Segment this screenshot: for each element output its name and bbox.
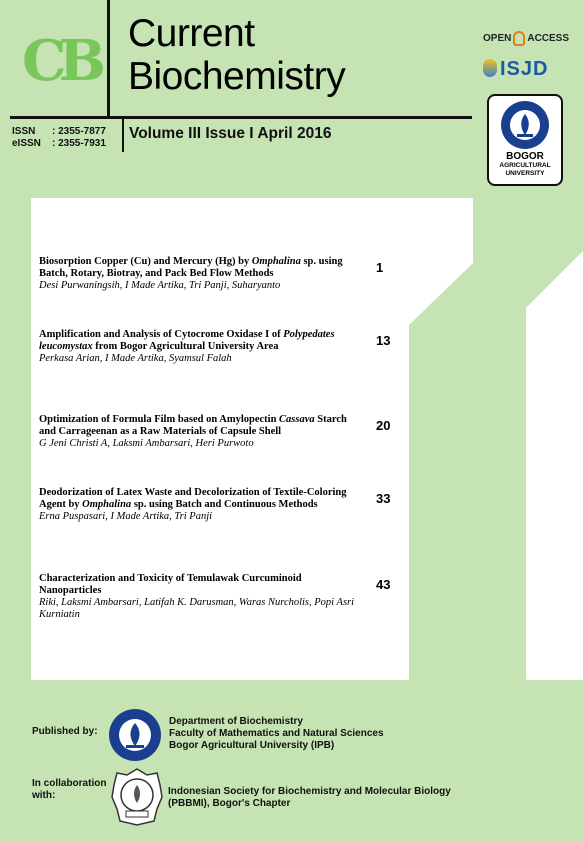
journal-title (128, 12, 345, 98)
publisher (169, 716, 384, 752)
article-4[interactable] (39, 487, 359, 523)
partner (168, 786, 451, 810)
article-page-5: 43 (376, 577, 391, 592)
eissn-label: eISSN (12, 138, 41, 149)
article-3[interactable] (39, 414, 359, 450)
open-access-badge (483, 31, 569, 46)
university-name-line3: UNIVERSITY (505, 170, 545, 177)
published-by-label: Published by: (32, 726, 98, 737)
ipb-seal-icon (500, 100, 550, 150)
isjd-label: ISJD (500, 58, 549, 80)
eissn (12, 138, 106, 150)
collaboration-label (32, 778, 106, 802)
article-title: Optimization of Formula Film based on Amylopectin Cassava Starch and Carrageenan as a Raw Materials of Capsule Shell (39, 414, 347, 437)
publisher-line2: Faculty of Mathematics and Natural Sciences (169, 728, 384, 739)
article-authors: Erna Puspasari, I Made Artika, Tri Panji (39, 511, 213, 522)
article-page-4: 33 (376, 491, 391, 506)
university-badge (487, 94, 563, 186)
article-page-3: 20 (376, 418, 391, 433)
article-title: Deodorization of Latex Waste and Decolorization of Textile-Coloring Agent by Omphalina sp. using Batch and Continuous Methods (39, 487, 347, 510)
partner-line2: (PBBMI), Bogor's Chapter (168, 798, 291, 809)
collaboration-line2: with: (32, 790, 56, 801)
article-1[interactable] (39, 256, 359, 292)
article-authors: G Jeni Christi A, Laksmi Ambarsari, Heri Purwoto (39, 438, 254, 449)
article-5[interactable] (39, 573, 359, 621)
volume-issue: Volume III Issue I April 2016 (129, 125, 332, 142)
header-divider-vertical (107, 0, 110, 118)
issn-value: : 2355-7877 (52, 126, 106, 137)
university-name-line2: AGRICULTURAL (499, 162, 551, 169)
article-title: Characterization and Toxicity of Temulawak Curcuminoid Nanoparticles (39, 573, 302, 596)
volume-divider (122, 118, 124, 152)
isjd-badge (483, 58, 548, 81)
journal-title-line2: Biochemistry (128, 55, 346, 98)
publisher-line3: Bogor Agricultural University (IPB) (169, 740, 335, 751)
pbbmi-seal-icon (110, 767, 164, 827)
publisher-line1: Department of Biochemistry (169, 716, 303, 727)
partner-line1: Indonesian Society for Biochemistry and Molecular Biology (168, 786, 451, 797)
header-divider-horizontal (10, 116, 472, 119)
ipb-seal-icon (108, 708, 162, 762)
open-access-lock-icon (513, 31, 525, 46)
journal-logo: CB (22, 28, 98, 94)
issn-label: ISSN (12, 126, 36, 137)
open-access-right: ACCESS (527, 33, 570, 45)
issn (12, 126, 106, 138)
article-title: Amplification and Analysis of Cytocrome Oxidase I of Polypedates leucomystax from Bogor Agricultural University Area (39, 329, 335, 352)
article-2[interactable] (39, 329, 359, 365)
article-authors: Perkasa Arian, I Made Artika, Syamsul Falah (39, 353, 232, 364)
eissn-value: : 2355-7931 (52, 138, 106, 149)
collaboration-line1: In collaboration (32, 778, 107, 789)
university-name-line1: BOGOR (506, 151, 544, 162)
open-access-left: OPEN (483, 33, 512, 45)
article-authors: Riki, Laksmi Ambarsari, Latifah K. Darusman, Waras Nurcholis, Popi Asri Kurniatin (39, 597, 355, 620)
article-page-2: 13 (376, 333, 391, 348)
journal-title-line1: Current (128, 12, 255, 55)
isjd-logo-icon (483, 59, 497, 77)
article-authors: Desi Purwaningsih, I Made Artika, Tri Panji, Suharyanto (39, 280, 281, 291)
article-title: Biosorption Copper (Cu) and Mercury (Hg) by Omphalina sp. using Batch, Rotary, Biotray, and Pack Bed Flow Methods (39, 256, 343, 279)
article-page-1: 1 (376, 260, 384, 275)
